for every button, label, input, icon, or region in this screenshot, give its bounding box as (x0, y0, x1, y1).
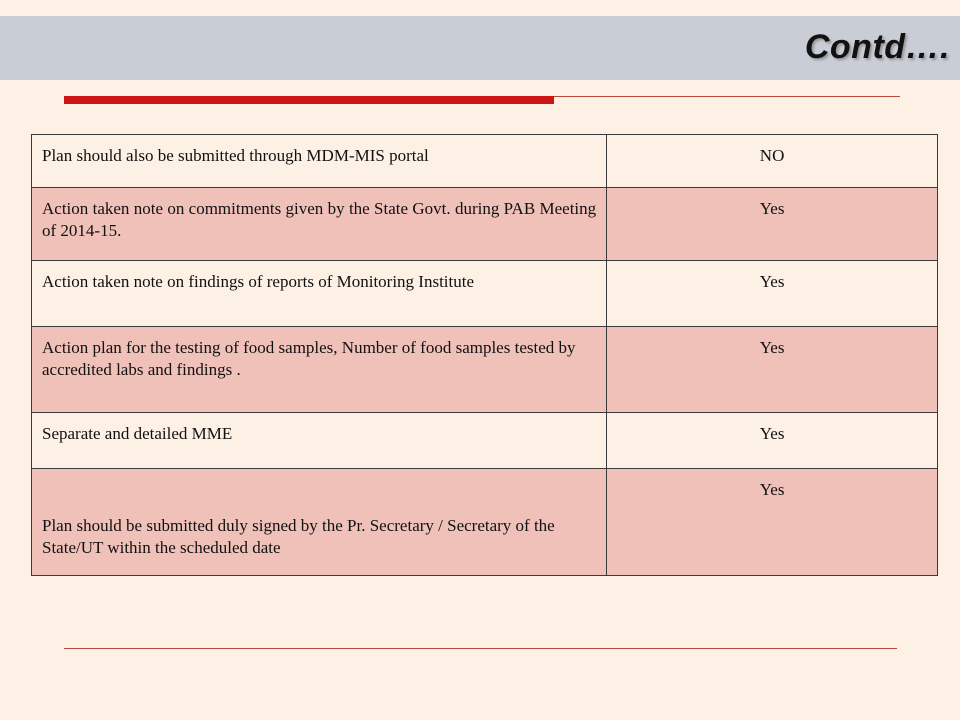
status-cell: Yes (607, 188, 938, 261)
requirement-cell: Action plan for the testing of food samples, Number of food samples tested by accredited labs and findings . (32, 327, 607, 413)
checklist-table (31, 134, 938, 576)
status-cell: Yes (607, 327, 938, 413)
top-divider (554, 96, 900, 97)
requirement-cell: Action taken note on findings of reports of Monitoring Institute (32, 261, 607, 327)
table-row (32, 135, 938, 188)
status-cell: Yes (607, 469, 938, 576)
accent-bar (64, 96, 554, 104)
status-cell: Yes (607, 413, 938, 469)
table-row (32, 188, 938, 261)
status-cell: NO (607, 135, 938, 188)
requirement-cell: Plan should also be submitted through MDM-MIS portal (32, 135, 607, 188)
slide-title: Contd…. (804, 28, 950, 66)
requirement-cell: Separate and detailed MME (32, 413, 607, 469)
table-row (32, 413, 938, 469)
requirement-cell: Action taken note on commitments given by the State Govt. during PAB Meeting of 2014-15. (32, 188, 607, 261)
table-row (32, 327, 938, 413)
bottom-divider (64, 648, 897, 649)
table-row (32, 261, 938, 327)
status-cell: Yes (607, 261, 938, 327)
requirement-cell: Plan should be submitted duly signed by the Pr. Secretary / Secretary of the State/UT within the scheduled date (32, 469, 607, 576)
table-row (32, 469, 938, 576)
